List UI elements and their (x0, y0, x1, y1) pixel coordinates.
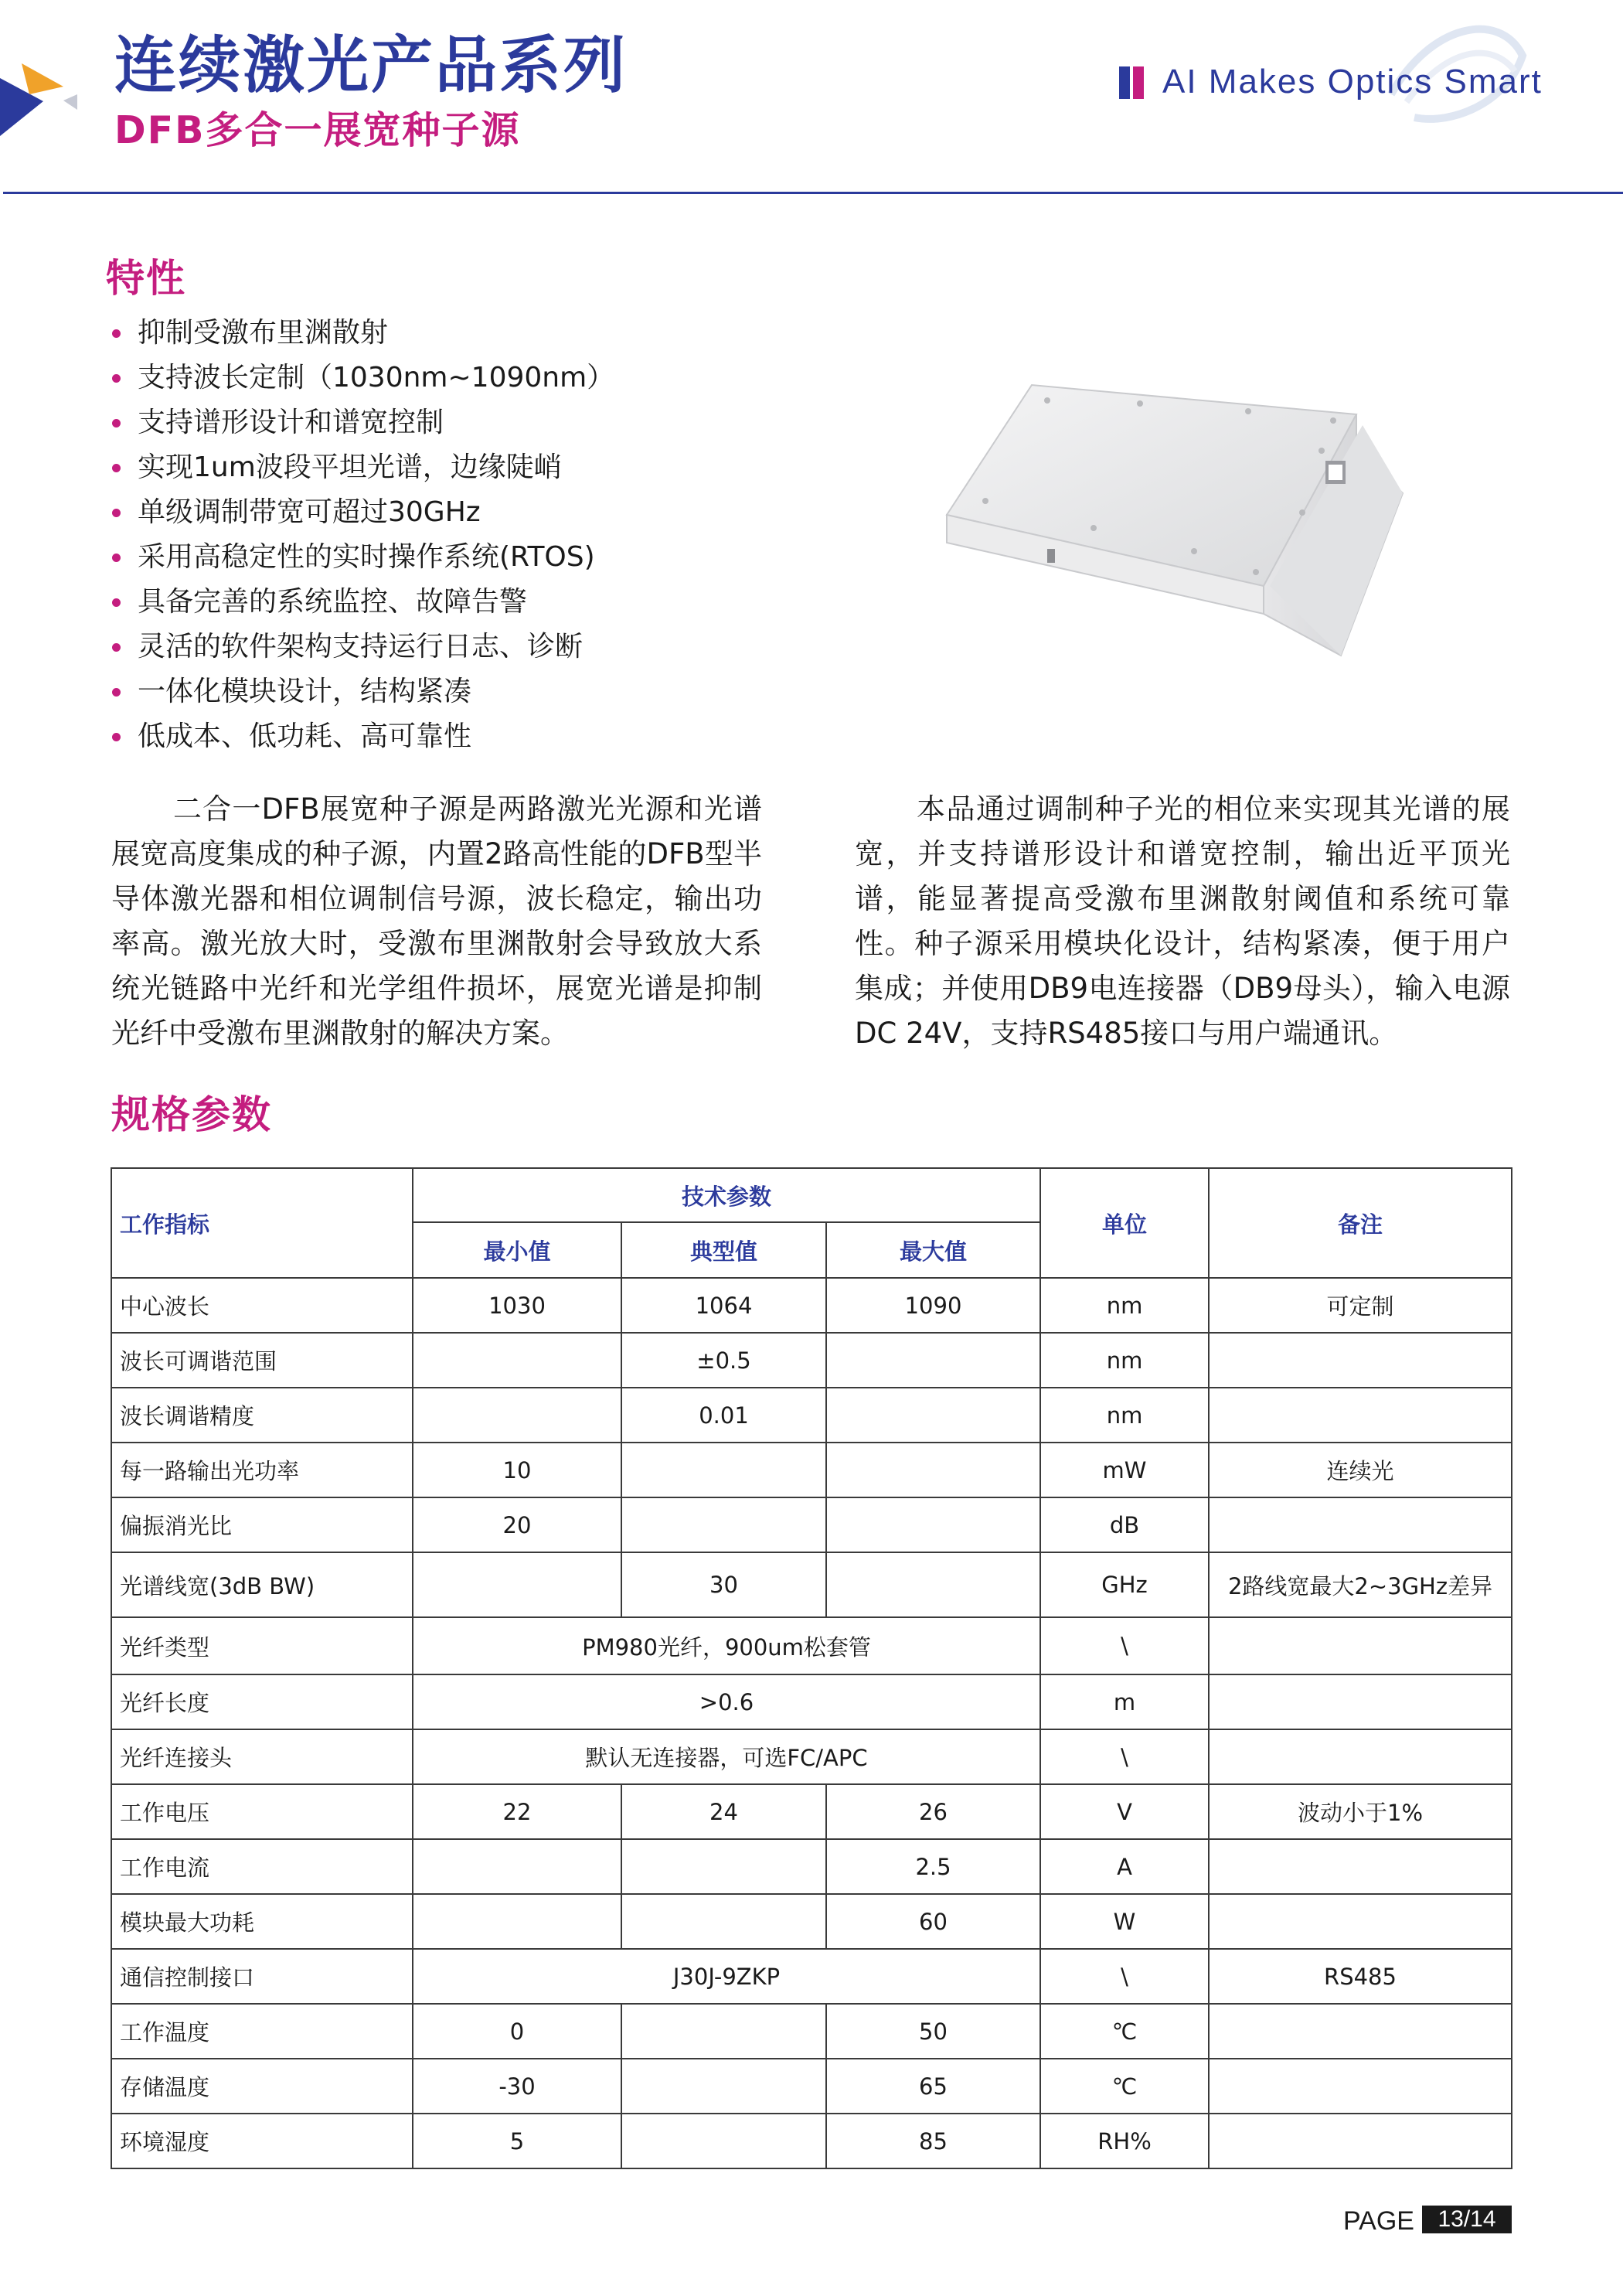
cell-max: 26 (826, 1784, 1040, 1839)
bullet-dot-icon (112, 733, 121, 741)
cell-typ: 30 (621, 1552, 826, 1617)
brand-logo-mark (0, 59, 77, 144)
header-typ: 典型值 (621, 1222, 826, 1278)
cell-typ: 0.01 (621, 1388, 826, 1443)
cell-name: 工作电压 (111, 1784, 413, 1839)
cell-unit: \ (1040, 1729, 1209, 1784)
bullet-dot-icon (112, 464, 121, 472)
feature-text: 采用高稳定性的实时操作系统(RTOS) (138, 541, 595, 573)
cell-typ: 1064 (621, 1278, 826, 1333)
bullet-dot-icon (112, 598, 121, 607)
cell-note (1209, 1333, 1512, 1388)
table-row (111, 1552, 1512, 1617)
cell-note (1209, 2004, 1512, 2059)
cell-span-value: >0.6 (413, 1674, 1040, 1729)
cell-note (1209, 1839, 1512, 1894)
cell-min: 20 (413, 1497, 621, 1552)
feature-text: 一体化模块设计，结构紧凑 (138, 676, 472, 707)
product-module-image (939, 377, 1465, 671)
feature-item (108, 400, 614, 445)
cell-unit: nm (1040, 1333, 1209, 1388)
feature-item (108, 714, 614, 759)
cell-note: 2路线宽最大2~3GHz差异 (1209, 1552, 1512, 1617)
cell-min (413, 1894, 621, 1949)
cell-min: 10 (413, 1443, 621, 1497)
cell-unit: GHz (1040, 1552, 1209, 1617)
header-tech: 技术参数 (413, 1168, 1040, 1222)
bullet-dot-icon (112, 329, 121, 338)
cell-min (413, 1388, 621, 1443)
cell-name: 光谱线宽(3dB BW) (111, 1552, 413, 1617)
table-row (111, 1894, 1512, 1949)
cell-note (1209, 1497, 1512, 1552)
cell-unit: nm (1040, 1388, 1209, 1443)
bullet-dot-icon (112, 509, 121, 517)
table-row (111, 2114, 1512, 2168)
feature-item (108, 445, 614, 490)
cell-unit: ℃ (1040, 2059, 1209, 2114)
cell-max: 1090 (826, 1278, 1040, 1333)
header-max: 最大值 (826, 1222, 1040, 1278)
feature-list (108, 311, 614, 759)
cell-note: RS485 (1209, 1949, 1512, 2004)
table-row (111, 1784, 1512, 1839)
cell-note (1209, 1674, 1512, 1729)
feature-item (108, 490, 614, 535)
cell-min: 22 (413, 1784, 621, 1839)
table-row (111, 1617, 1512, 1674)
feature-text: 单级调制带宽可超过30GHz (138, 496, 481, 528)
bullet-dot-icon (112, 419, 121, 428)
header-unit: 单位 (1040, 1168, 1209, 1278)
cell-note (1209, 1388, 1512, 1443)
cell-unit: ℃ (1040, 2004, 1209, 2059)
cell-min (413, 1839, 621, 1894)
cell-typ (621, 2059, 826, 2114)
cell-max: 2.5 (826, 1839, 1040, 1894)
cell-typ (621, 1894, 826, 1949)
cell-unit: dB (1040, 1497, 1209, 1552)
cell-name: 模块最大功耗 (111, 1894, 413, 1949)
feature-text: 低成本、低功耗、高可靠性 (138, 720, 472, 752)
table-row (111, 2004, 1512, 2059)
cell-max (826, 1552, 1040, 1617)
cell-name: 中心波长 (111, 1278, 413, 1333)
cell-note: 连续光 (1209, 1443, 1512, 1497)
brand-slogan: AI Makes Optics Smart (1162, 63, 1543, 100)
cell-min: -30 (413, 2059, 621, 2114)
cell-name: 光纤长度 (111, 1674, 413, 1729)
cell-unit: A (1040, 1839, 1209, 1894)
cell-max (826, 1333, 1040, 1388)
feature-item (108, 669, 614, 714)
cell-name: 工作电流 (111, 1839, 413, 1894)
table-header-row (111, 1168, 1512, 1222)
cell-typ (621, 2114, 826, 2168)
slogan-bar-mark (1119, 66, 1147, 99)
cell-name: 通信控制接口 (111, 1949, 413, 2004)
table-row (111, 1388, 1512, 1443)
cell-note (1209, 2059, 1512, 2114)
cell-span-value: J30J-9ZKP (413, 1949, 1040, 2004)
cell-name: 工作温度 (111, 2004, 413, 2059)
cell-min: 1030 (413, 1278, 621, 1333)
feature-text: 支持谱形设计和谱宽控制 (138, 407, 444, 438)
cell-max (826, 1388, 1040, 1443)
cell-name: 光纤类型 (111, 1617, 413, 1674)
cell-typ (621, 1497, 826, 1552)
cell-typ (621, 2004, 826, 2059)
page-title: 连续激光产品系列 (114, 29, 628, 101)
feature-text: 灵活的软件架构支持运行日志、诊断 (138, 631, 584, 663)
feature-item (108, 311, 614, 356)
cell-max: 60 (826, 1894, 1040, 1949)
feature-item (108, 625, 614, 669)
table-row (111, 1333, 1512, 1388)
spec-table (111, 1167, 1512, 2169)
table-row (111, 1839, 1512, 1894)
cell-min: 0 (413, 2004, 621, 2059)
cell-typ: ±0.5 (621, 1333, 826, 1388)
header-divider (3, 192, 1623, 194)
feature-text: 实现1um波段平坦光谱，边缘陡峭 (138, 451, 562, 483)
table-row (111, 1674, 1512, 1729)
cell-name: 波长调谐精度 (111, 1388, 413, 1443)
feature-item (108, 535, 614, 580)
features-heading: 特性 (106, 256, 186, 301)
bullet-dot-icon (112, 554, 121, 562)
header-min: 最小值 (413, 1222, 621, 1278)
cell-note (1209, 2114, 1512, 2168)
table-row (111, 1497, 1512, 1552)
table-row (111, 1278, 1512, 1333)
feature-text: 支持波长定制（1030nm~1090nm） (138, 362, 615, 393)
cell-max (826, 1497, 1040, 1552)
cell-typ: 24 (621, 1784, 826, 1839)
cell-unit: W (1040, 1894, 1209, 1949)
cell-name: 每一路输出光功率 (111, 1443, 413, 1497)
cell-unit: V (1040, 1784, 1209, 1839)
cell-span-value: PM980光纤，900um松套管 (413, 1617, 1040, 1674)
bullet-dot-icon (112, 643, 121, 652)
table-row (111, 1443, 1512, 1497)
feature-item (108, 356, 614, 400)
page-subtitle: DFB多合一展宽种子源 (114, 108, 521, 152)
bullet-dot-icon (112, 688, 121, 697)
table-row (111, 2059, 1512, 2114)
cell-note (1209, 1894, 1512, 1949)
cell-max (826, 1443, 1040, 1497)
cell-typ (621, 1443, 826, 1497)
feature-text: 具备完善的系统监控、故障告警 (138, 586, 528, 618)
feature-item (108, 580, 614, 625)
page-number: 13/14 (1422, 2206, 1512, 2233)
cell-note: 波动小于1% (1209, 1784, 1512, 1839)
specs-heading: 规格参数 (111, 1092, 272, 1137)
bullet-dot-icon (112, 374, 121, 383)
cell-min (413, 1333, 621, 1388)
cell-note (1209, 1729, 1512, 1784)
cell-name: 波长可调谐范围 (111, 1333, 413, 1388)
table-row (111, 1729, 1512, 1784)
cell-note: 可定制 (1209, 1278, 1512, 1333)
cell-span-value: 默认无连接器，可选FC/APC (413, 1729, 1040, 1784)
cell-min (413, 1552, 621, 1617)
cell-unit: nm (1040, 1278, 1209, 1333)
cell-unit: RH% (1040, 2114, 1209, 2168)
cell-unit: mW (1040, 1443, 1209, 1497)
feature-text: 抑制受激布里渊散射 (138, 317, 389, 349)
cell-name: 光纤连接头 (111, 1729, 413, 1784)
cell-max: 50 (826, 2004, 1040, 2059)
description-left: 二合一DFB展宽种子源是两路激光光源和光谱展宽高度集成的种子源，内置2路高性能的DFB型半导体激光器和相位调制信号源，波长稳定，输出功率高。激光放大时，受激布里渊散射会导致放大系统光链路中光纤和光学组件损坏，展宽光谱是抑制光纤中受激布里渊散射的解决方案。 (111, 792, 762, 1050)
header-note: 备注 (1209, 1168, 1512, 1278)
cell-max: 85 (826, 2114, 1040, 2168)
cell-name: 偏振消光比 (111, 1497, 413, 1552)
cell-min: 5 (413, 2114, 621, 2168)
table-row (111, 1949, 1512, 2004)
page-label: PAGE (1343, 2206, 1414, 2236)
cell-note (1209, 1617, 1512, 1674)
cell-typ (621, 1839, 826, 1894)
header-param: 工作指标 (111, 1168, 413, 1278)
cell-unit: m (1040, 1674, 1209, 1729)
cell-name: 存储温度 (111, 2059, 413, 2114)
cell-unit: \ (1040, 1949, 1209, 2004)
cell-max: 65 (826, 2059, 1040, 2114)
cell-unit: \ (1040, 1617, 1209, 1674)
cell-name: 环境湿度 (111, 2114, 413, 2168)
description-right: 本品通过调制种子光的相位来实现其光谱的展宽，并支持谱形设计和谱宽控制，输出近平顶光谱，能显著提高受激布里渊散射阈值和系统可靠性。种子源采用模块化设计，结构紧凑，便于用户集成；并使用DB9电连接器（DB9母头），输入电源DC 24V，支持RS485接口与用户端通讯。 (855, 792, 1510, 1050)
